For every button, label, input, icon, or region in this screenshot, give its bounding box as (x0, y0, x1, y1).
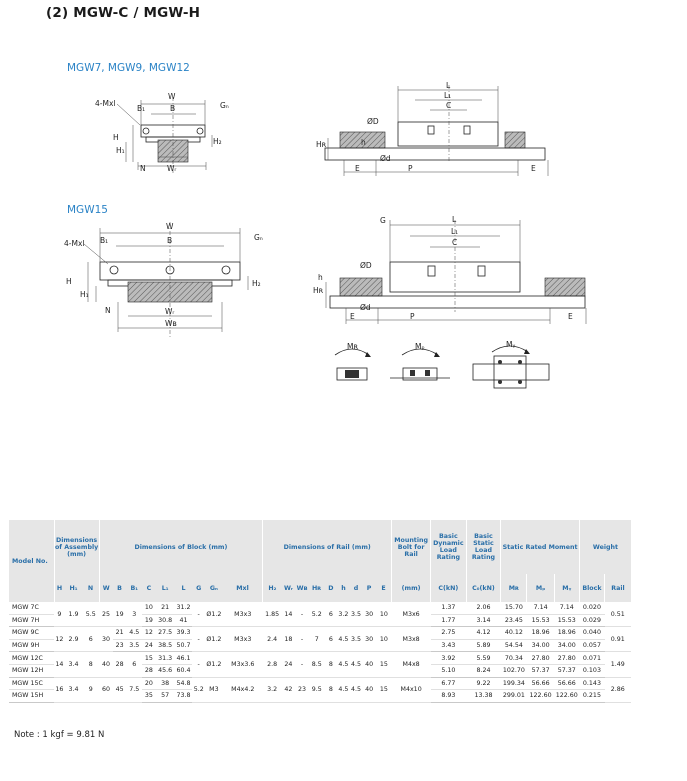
specification-table (9, 520, 631, 703)
table-cell: 4.5 (337, 677, 350, 702)
table-cell: 50.7 (175, 639, 193, 652)
table-cell: 24 (142, 639, 156, 652)
moment-diagrams (335, 340, 549, 388)
table-cell: 21 (113, 627, 127, 640)
table-cell: 60 (99, 677, 113, 702)
table-cell: 3.4 (65, 677, 83, 702)
column-header: L (175, 574, 193, 602)
table-cell: 3.43 (431, 639, 467, 652)
table-cell: 9 (54, 602, 64, 627)
label-d: Ød (380, 154, 391, 163)
table-cell: M4x4.2 (223, 677, 263, 702)
table-cell: 19 (142, 614, 156, 627)
label-P-2: P (410, 312, 415, 321)
table-cell: 13.38 (466, 690, 501, 703)
table-cell: 122.60 (554, 690, 579, 703)
front-view-mgw15 (64, 222, 263, 338)
table-cell: 57.37 (527, 664, 554, 677)
table-cell: 1.85 (263, 602, 282, 627)
table-cell: 14 (282, 602, 296, 627)
table-cell: 60.4 (175, 664, 193, 677)
column-header: H (54, 574, 64, 602)
table-cell: 4.5 (350, 677, 363, 702)
table-cell: 8.24 (466, 664, 501, 677)
table-cell: 2.06 (466, 602, 501, 614)
column-header: B₁ (126, 574, 142, 602)
model-cell: MGW 12C (9, 652, 54, 665)
label-d-2: Ød (360, 303, 371, 312)
label-H1: H₁ (116, 146, 125, 155)
table-row (9, 627, 631, 640)
label-B1-2: B₁ (100, 236, 109, 245)
label-L: L (446, 81, 451, 90)
column-header: G (192, 574, 205, 602)
table-cell: 31.3 (156, 652, 175, 665)
table-cell: 40 (362, 652, 376, 677)
table-cell: 6 (325, 602, 338, 627)
table-cell: 73.8 (175, 690, 193, 703)
label-MP: Mₚ (415, 342, 425, 351)
column-header: P (362, 574, 376, 602)
column-header: C (142, 574, 156, 602)
table-cell: 40 (99, 652, 113, 677)
label-h: h (361, 138, 366, 147)
table-cell: 25 (99, 602, 113, 627)
table-cell: 2.4 (263, 627, 282, 652)
column-header: Mᵧ (554, 574, 579, 602)
table-cell: 27.80 (527, 652, 554, 665)
label-C: C (446, 101, 452, 110)
table-cell: 34.00 (527, 639, 554, 652)
table-cell: 31.2 (175, 602, 193, 614)
column-header: Block (579, 574, 604, 602)
label-B-2: B (167, 236, 173, 245)
column-header: C(kN) (431, 574, 467, 602)
column-header: L₁ (156, 574, 175, 602)
table-cell: - (192, 627, 205, 652)
table-cell: 15 (376, 652, 392, 677)
table-cell: 10 (142, 602, 156, 614)
header-bolt: Mounting Bolt for Rail (392, 520, 431, 574)
label-HR: Hʀ (316, 140, 327, 149)
header-model: Model No. (9, 520, 54, 602)
table-cell: M3x3 (223, 602, 263, 627)
label-Mxl: 4-Mxl (95, 99, 116, 108)
column-header: Mₚ (527, 574, 554, 602)
table-cell: 4.5 (337, 652, 350, 677)
header-assembly: Dimensions of Assembly (mm) (54, 520, 99, 574)
table-row (9, 652, 631, 665)
table-cell: 16 (54, 677, 64, 702)
table-cell: 199.34 (501, 677, 527, 690)
table-cell: M4x8 (392, 652, 431, 677)
table-cell: M3 (205, 677, 223, 702)
column-header: E (376, 574, 392, 602)
table-cell: 0.071 (579, 652, 604, 665)
table-cell: 6 (82, 627, 99, 652)
side-view-mgw15 (313, 215, 586, 324)
table-cell: 39.3 (175, 627, 193, 640)
table-cell: 46.1 (175, 652, 193, 665)
table-cell: 42 (282, 677, 296, 702)
table-cell: 23 (295, 677, 309, 702)
table-cell: 5.10 (431, 664, 467, 677)
label-C-2: C (452, 238, 458, 247)
table-cell: 5.5 (82, 602, 99, 627)
label-HR-2: Hʀ (313, 286, 324, 295)
table-cell: 3 (126, 602, 142, 627)
table-cell: 8.5 (309, 652, 325, 677)
column-header: h (337, 574, 350, 602)
table-cell: - (192, 602, 205, 627)
label-B1: B₁ (137, 104, 146, 113)
table-cell: 9.5 (309, 677, 325, 702)
label-L1: L₁ (444, 91, 452, 100)
column-header: (mm) (392, 574, 431, 602)
label-H-2: H (66, 277, 72, 286)
table-cell: 19 (113, 602, 127, 627)
table-cell: 3.5 (126, 639, 142, 652)
model-cell: MGW 15C (9, 677, 54, 690)
label-Mxl-2: 4-Mxl (64, 239, 85, 248)
header-weight: Weight (579, 520, 631, 574)
table-cell: 24 (282, 652, 296, 677)
label-H2: H₂ (213, 137, 222, 146)
table-cell: 38.5 (156, 639, 175, 652)
column-header: N (82, 574, 99, 602)
table-cell: 2.8 (263, 652, 282, 677)
table-cell: 122.60 (527, 690, 554, 703)
model-cell: MGW 9C (9, 627, 54, 640)
table-cell: M3x6 (392, 602, 431, 627)
table-cell: 15.53 (554, 614, 579, 627)
header-moment: Static Rated Moment (501, 520, 580, 574)
table-cell: 27.5 (156, 627, 175, 640)
label-WB-2: Wʙ (165, 319, 177, 328)
label-E-left: E (355, 164, 360, 173)
table-cell: 5.2 (192, 677, 205, 702)
model-cell: MGW 15H (9, 690, 54, 703)
table-cell: 45 (113, 677, 127, 702)
table-cell: 1.49 (605, 652, 631, 677)
column-header: W (99, 574, 113, 602)
table-cell: M4x10 (392, 677, 431, 702)
model-cell: MGW 12H (9, 664, 54, 677)
table-cell: 21 (156, 602, 175, 614)
table-cell: 27.80 (554, 652, 579, 665)
subtitle-small-sizes: MGW7, MGW9, MGW12 (67, 62, 190, 74)
table-cell: 35 (142, 690, 156, 703)
label-N: N (140, 164, 146, 173)
table-cell: 28 (113, 652, 127, 677)
table-row (9, 602, 631, 614)
table-cell: 4.5 (126, 627, 142, 640)
table-cell: 30 (362, 602, 376, 627)
table-cell: 56.66 (554, 677, 579, 690)
table-cell: Ø1.2 (205, 627, 223, 652)
table-cell: M3x8 (392, 627, 431, 652)
table-cell: M3x3.6 (223, 652, 263, 677)
model-cell: MGW 9H (9, 639, 54, 652)
table-cell: 3.92 (431, 652, 467, 665)
table-cell: 15 (376, 677, 392, 702)
table-cell: 38 (156, 677, 175, 690)
label-MR: Mʀ (347, 342, 358, 351)
table-cell: 0.040 (579, 627, 604, 640)
label-H: H (113, 133, 119, 142)
label-WR: Wᵣ (167, 164, 177, 173)
table-cell: 1.37 (431, 602, 467, 614)
table-cell: 8 (325, 677, 338, 702)
table-cell: 7.14 (554, 602, 579, 614)
table-cell: - (295, 602, 309, 627)
label-B: B (170, 104, 176, 113)
label-Gn: Gₙ (220, 101, 229, 110)
table-cell: 54.8 (175, 677, 193, 690)
table-cell: 40.12 (501, 627, 527, 640)
label-L1-2: L₁ (451, 227, 459, 236)
table-cell: 10 (376, 627, 392, 652)
table-cell: 8 (82, 652, 99, 677)
label-WR-2: Wᵣ (165, 307, 175, 316)
table-cell: 0.103 (579, 664, 604, 677)
table-cell: Ø1.2 (205, 602, 223, 627)
table-cell: 54.54 (501, 639, 527, 652)
table-cell: 0.057 (579, 639, 604, 652)
table-cell: 10 (376, 602, 392, 627)
header-static: Basic Static Load Rating (466, 520, 501, 574)
table-cell: 15 (142, 652, 156, 665)
table-cell: 5.89 (466, 639, 501, 652)
section-title: (2) MGW-C / MGW-H (46, 5, 201, 21)
label-E-right-2: E (568, 312, 573, 321)
table-cell: Ø1.2 (205, 652, 223, 677)
table-cell: 1.77 (431, 614, 467, 627)
table-cell: 3.4 (65, 652, 83, 677)
table-row (9, 677, 631, 690)
table-cell: 18.96 (554, 627, 579, 640)
table-cell: 9.22 (466, 677, 501, 690)
label-Gn-2: Gₙ (254, 233, 263, 242)
table-cell: 0.029 (579, 614, 604, 627)
table-cell: 41 (175, 614, 193, 627)
table-cell: 5.59 (466, 652, 501, 665)
column-header: Mʀ (501, 574, 527, 602)
label-G-2: G (380, 216, 386, 225)
label-E-right: E (531, 164, 536, 173)
table-cell: 5.2 (309, 602, 325, 627)
model-cell: MGW 7H (9, 614, 54, 627)
label-D-2: ØD (360, 261, 372, 270)
table-cell: 30.8 (156, 614, 175, 627)
column-header: D (325, 574, 338, 602)
table-cell: 299.01 (501, 690, 527, 703)
table-cell: 57.37 (554, 664, 579, 677)
subtitle-mgw15: MGW15 (67, 204, 108, 216)
table-cell: 23.45 (501, 614, 527, 627)
table-cell: M3x3 (223, 627, 263, 652)
label-W-2: W (166, 222, 174, 231)
label-H2-2: H₂ (252, 279, 261, 288)
table-cell: 15.70 (501, 602, 527, 614)
table-cell: 3.5 (350, 602, 363, 627)
table-cell: 15.53 (527, 614, 554, 627)
table-cell: 28 (142, 664, 156, 677)
side-view-small (316, 81, 548, 176)
header-block: Dimensions of Block (mm) (99, 520, 263, 574)
table-cell: 7.14 (527, 602, 554, 614)
table-cell: 34.00 (554, 639, 579, 652)
label-MY: Mᵧ (506, 340, 516, 349)
table-cell: 4.12 (466, 627, 501, 640)
table-cell: 0.91 (605, 627, 631, 652)
table-cell: 7.5 (126, 677, 142, 702)
table-cell: 30 (362, 627, 376, 652)
column-header: Wʙ (295, 574, 309, 602)
table-cell: 12 (54, 627, 64, 652)
label-H1-2: H₁ (80, 290, 89, 299)
table-cell: 18 (282, 627, 296, 652)
table-cell: 4.5 (350, 652, 363, 677)
table-cell: 0.215 (579, 690, 604, 703)
table-cell: 14 (54, 652, 64, 677)
table-cell: 6 (126, 652, 142, 677)
label-N-2: N (105, 306, 111, 315)
table-cell: 23 (113, 639, 127, 652)
table-cell: 3.14 (466, 614, 501, 627)
table-cell: 40 (362, 677, 376, 702)
label-h-2: h (318, 273, 323, 282)
table-cell: - (295, 652, 309, 677)
table-cell: 3.2 (263, 677, 282, 702)
table-cell: 3.5 (350, 627, 363, 652)
table-cell: 3.2 (337, 602, 350, 627)
column-header: d (350, 574, 363, 602)
table-cell: 57 (156, 690, 175, 703)
model-cell: MGW 7C (9, 602, 54, 614)
table-cell: 1.9 (65, 602, 83, 627)
column-header: Hʀ (309, 574, 325, 602)
table-cell: 6.77 (431, 677, 467, 690)
table-cell: 20 (142, 677, 156, 690)
table-cell: 8.93 (431, 690, 467, 703)
table-cell: 12 (142, 627, 156, 640)
table-cell: 6 (325, 627, 338, 652)
label-E-left-2: E (350, 312, 355, 321)
column-header: Mxl (223, 574, 263, 602)
table-cell: 4.5 (337, 627, 350, 652)
column-header: Wᵣ (282, 574, 296, 602)
table-cell: 0.143 (579, 677, 604, 690)
label-L-2: L (452, 215, 457, 224)
label-P: P (408, 164, 413, 173)
column-header: H₁ (65, 574, 83, 602)
table-cell: 0.51 (605, 602, 631, 627)
table-cell: 45.6 (156, 664, 175, 677)
column-header: B (113, 574, 127, 602)
table-cell: 56.66 (527, 677, 554, 690)
column-header: Rail (605, 574, 631, 602)
table-cell: 102.70 (501, 664, 527, 677)
column-header: Gₙ (205, 574, 223, 602)
table-cell: 2.9 (65, 627, 83, 652)
table-cell: 18.96 (527, 627, 554, 640)
table-cell: 8 (325, 652, 338, 677)
table-cell: - (295, 627, 309, 652)
column-header: H₂ (263, 574, 282, 602)
table-cell: 30 (99, 627, 113, 652)
label-W: W (168, 92, 176, 101)
column-header: C₀(kN) (466, 574, 501, 602)
table-cell: 7 (309, 627, 325, 652)
table-cell: - (192, 652, 205, 677)
header-dynamic: Basic Dynamic Load Rating (431, 520, 467, 574)
table-cell: 0.020 (579, 602, 604, 614)
table-cell: 2.75 (431, 627, 467, 640)
front-view-small (95, 92, 229, 175)
label-D: ØD (367, 117, 379, 126)
table-cell: 9 (82, 677, 99, 702)
header-rail: Dimensions of Rail (mm) (263, 520, 392, 574)
table-cell: 2.86 (605, 677, 631, 702)
table-cell: 70.34 (501, 652, 527, 665)
unit-note: Note : 1 kgf = 9.81 N (14, 730, 105, 740)
